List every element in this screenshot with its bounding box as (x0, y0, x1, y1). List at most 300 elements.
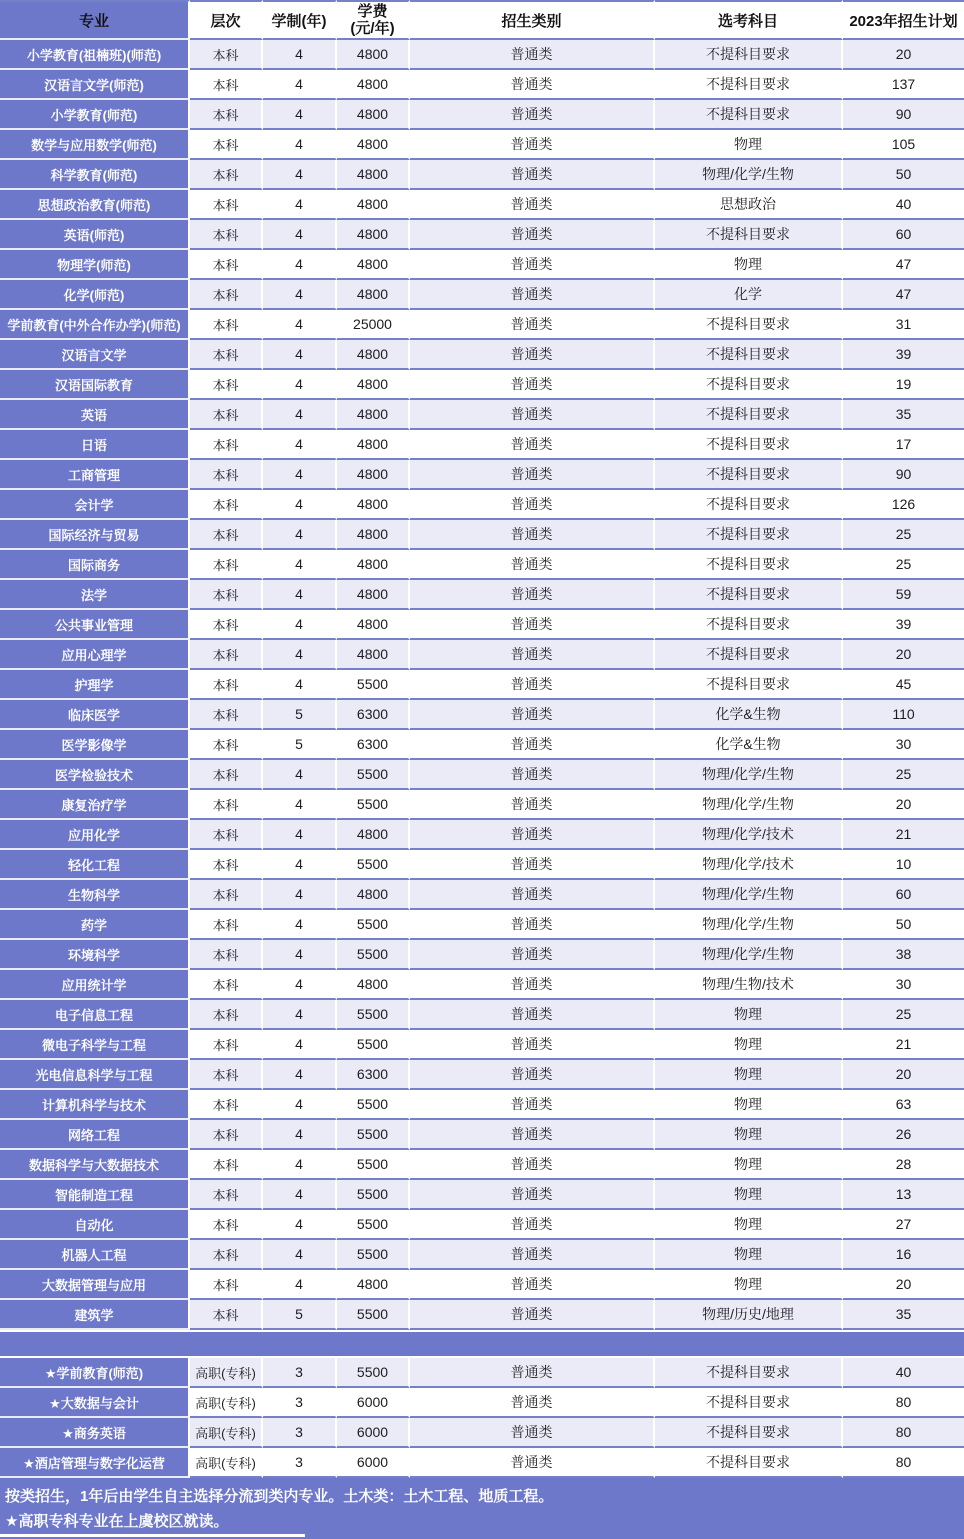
undergraduate-rows (0, 40, 964, 1330)
cell-plan: 30 (843, 970, 964, 1000)
table-row (0, 1418, 964, 1448)
cell-major: 医学影像学 (0, 730, 190, 760)
cell-level: 本科 (190, 220, 263, 250)
cell-years: 4 (263, 1150, 337, 1180)
cell-subjects: 物理/化学/生物 (655, 880, 843, 910)
cell-category: 普通类 (410, 70, 655, 100)
cell-major: 国际经济与贸易 (0, 520, 190, 550)
cell-subjects: 物理/生物/技术 (655, 970, 843, 1000)
cell-tuition: 6300 (337, 730, 410, 760)
cell-years: 4 (263, 880, 337, 910)
cell-major: ★商务英语 (0, 1418, 190, 1448)
cell-plan: 110 (843, 700, 964, 730)
cell-subjects: 不提科目要求 (655, 460, 843, 490)
cell-tuition: 4800 (337, 70, 410, 100)
cell-years: 4 (263, 190, 337, 220)
cell-major: 化学(师范) (0, 280, 190, 310)
table-row (0, 1000, 964, 1030)
cell-category: 普通类 (410, 490, 655, 520)
cell-major: 汉语言文学(师范) (0, 70, 190, 100)
cell-category: 普通类 (410, 910, 655, 940)
cell-tuition: 4800 (337, 610, 410, 640)
cell-plan: 39 (843, 610, 964, 640)
cell-subjects: 物理 (655, 1060, 843, 1090)
cell-category: 普通类 (410, 1090, 655, 1120)
cell-level: 本科 (190, 730, 263, 760)
table-row (0, 460, 964, 490)
cell-plan: 17 (843, 430, 964, 460)
cell-subjects: 不提科目要求 (655, 1448, 843, 1478)
cell-plan: 50 (843, 160, 964, 190)
cell-plan: 80 (843, 1418, 964, 1448)
cell-level: 本科 (190, 640, 263, 670)
cell-years: 4 (263, 790, 337, 820)
table-row (0, 1090, 964, 1120)
cell-category: 普通类 (410, 610, 655, 640)
cell-tuition: 5500 (337, 1210, 410, 1240)
cell-plan: 137 (843, 70, 964, 100)
cell-level: 本科 (190, 40, 263, 70)
cell-plan: 60 (843, 880, 964, 910)
table-row (0, 760, 964, 790)
cell-plan: 20 (843, 1270, 964, 1300)
cell-tuition: 5500 (337, 760, 410, 790)
cell-plan: 60 (843, 220, 964, 250)
cell-category: 普通类 (410, 1060, 655, 1090)
cell-major: 学前教育(中外合作办学)(师范) (0, 310, 190, 340)
cell-years: 4 (263, 520, 337, 550)
cell-level: 高职(专科) (190, 1448, 263, 1478)
cell-plan: 105 (843, 130, 964, 160)
cell-major: 小学教育(祖楠班)(师范) (0, 40, 190, 70)
cell-tuition: 5500 (337, 1150, 410, 1180)
cell-level: 高职(专科) (190, 1418, 263, 1448)
cell-subjects: 不提科目要求 (655, 1388, 843, 1418)
cell-category: 普通类 (410, 100, 655, 130)
cell-plan: 50 (843, 910, 964, 940)
cell-subjects: 思想政治 (655, 190, 843, 220)
cell-tuition: 4800 (337, 430, 410, 460)
table-row (0, 100, 964, 130)
cell-years: 3 (263, 1418, 337, 1448)
cell-level: 本科 (190, 580, 263, 610)
cell-subjects: 物理/化学/生物 (655, 790, 843, 820)
cell-tuition: 4800 (337, 490, 410, 520)
cell-level: 本科 (190, 970, 263, 1000)
cell-years: 4 (263, 400, 337, 430)
cell-major: 药学 (0, 910, 190, 940)
table-row (0, 700, 964, 730)
cell-level: 本科 (190, 310, 263, 340)
cell-plan: 20 (843, 1060, 964, 1090)
cell-tuition: 4800 (337, 280, 410, 310)
cell-category: 普通类 (410, 1150, 655, 1180)
cell-level: 本科 (190, 670, 263, 700)
cell-category: 普通类 (410, 310, 655, 340)
cell-major: 日语 (0, 430, 190, 460)
cell-category: 普通类 (410, 550, 655, 580)
table-row (0, 820, 964, 850)
cell-category: 普通类 (410, 190, 655, 220)
table-row (0, 550, 964, 580)
table-row (0, 1150, 964, 1180)
cell-plan: 19 (843, 370, 964, 400)
cell-level: 本科 (190, 160, 263, 190)
cell-tuition: 5500 (337, 940, 410, 970)
cell-level: 本科 (190, 760, 263, 790)
cell-plan: 27 (843, 1210, 964, 1240)
cell-years: 4 (263, 310, 337, 340)
cell-subjects: 化学&生物 (655, 700, 843, 730)
cell-subjects: 物理 (655, 1240, 843, 1270)
cell-subjects: 物理/化学/生物 (655, 760, 843, 790)
cell-category: 普通类 (410, 1000, 655, 1030)
cell-plan: 63 (843, 1090, 964, 1120)
cell-tuition: 6000 (337, 1388, 410, 1418)
cell-level: 本科 (190, 340, 263, 370)
cell-major: 医学检验技术 (0, 760, 190, 790)
cell-major: ★学前教育(师范) (0, 1358, 190, 1388)
cell-subjects: 不提科目要求 (655, 550, 843, 580)
cell-plan: 10 (843, 850, 964, 880)
header-cell-plan: 2023年招生计划 (843, 0, 964, 40)
cell-category: 普通类 (410, 520, 655, 550)
cell-tuition: 4800 (337, 400, 410, 430)
cell-major: 轻化工程 (0, 850, 190, 880)
cell-major: 计算机科学与技术 (0, 1090, 190, 1120)
cell-years: 4 (263, 280, 337, 310)
cell-tuition: 6300 (337, 1060, 410, 1090)
cell-plan: 16 (843, 1240, 964, 1270)
cell-subjects: 物理 (655, 1270, 843, 1300)
cell-tuition: 6000 (337, 1418, 410, 1448)
cell-major: 应用心理学 (0, 640, 190, 670)
cell-category: 普通类 (410, 1180, 655, 1210)
cell-major: 应用化学 (0, 820, 190, 850)
cell-level: 本科 (190, 490, 263, 520)
cell-tuition: 4800 (337, 160, 410, 190)
cell-plan: 25 (843, 550, 964, 580)
cell-category: 普通类 (410, 670, 655, 700)
cell-years: 4 (263, 760, 337, 790)
table-row (0, 640, 964, 670)
cell-tuition: 5500 (337, 1090, 410, 1120)
table-row (0, 220, 964, 250)
table-header-row (0, 0, 964, 40)
cell-category: 普通类 (410, 1120, 655, 1150)
cell-level: 本科 (190, 520, 263, 550)
cell-major: 小学教育(师范) (0, 100, 190, 130)
cell-tuition: 4800 (337, 580, 410, 610)
cell-years: 4 (263, 40, 337, 70)
table-row (0, 670, 964, 700)
cell-level: 本科 (190, 820, 263, 850)
cell-plan: 20 (843, 40, 964, 70)
cell-level: 本科 (190, 1000, 263, 1030)
cell-plan: 28 (843, 1150, 964, 1180)
cell-major: 光电信息科学与工程 (0, 1060, 190, 1090)
cell-subjects: 物理 (655, 250, 843, 280)
cell-tuition: 4800 (337, 550, 410, 580)
cell-subjects: 物理/化学/生物 (655, 910, 843, 940)
cell-tuition: 4800 (337, 970, 410, 1000)
cell-level: 高职(专科) (190, 1388, 263, 1418)
cell-category: 普通类 (410, 340, 655, 370)
cell-level: 本科 (190, 70, 263, 100)
vocational-rows (0, 1358, 964, 1478)
table-row (0, 160, 964, 190)
cell-tuition: 4800 (337, 40, 410, 70)
cell-category: 普通类 (410, 1388, 655, 1418)
cell-tuition: 4800 (337, 340, 410, 370)
cell-years: 4 (263, 250, 337, 280)
cell-tuition: 5500 (337, 1120, 410, 1150)
cell-years: 4 (263, 430, 337, 460)
header-cell-category: 招生类别 (410, 0, 655, 40)
cell-years: 3 (263, 1388, 337, 1418)
cell-plan: 21 (843, 820, 964, 850)
cell-years: 5 (263, 730, 337, 760)
cell-years: 4 (263, 610, 337, 640)
cell-tuition: 6300 (337, 700, 410, 730)
cell-plan: 126 (843, 490, 964, 520)
cell-plan: 25 (843, 520, 964, 550)
cell-level: 本科 (190, 370, 263, 400)
bottom-cutoff-strip (0, 1534, 305, 1537)
cell-years: 4 (263, 850, 337, 880)
cell-category: 普通类 (410, 730, 655, 760)
table-row (0, 40, 964, 70)
cell-level: 本科 (190, 400, 263, 430)
cell-level: 本科 (190, 430, 263, 460)
cell-category: 普通类 (410, 1210, 655, 1240)
cell-years: 4 (263, 70, 337, 100)
cell-plan: 90 (843, 460, 964, 490)
cell-years: 4 (263, 820, 337, 850)
cell-major: 应用统计学 (0, 970, 190, 1000)
cell-category: 普通类 (410, 580, 655, 610)
table-row (0, 1300, 964, 1330)
cell-major: 英语 (0, 400, 190, 430)
cell-category: 普通类 (410, 940, 655, 970)
cell-major: 建筑学 (0, 1300, 190, 1330)
cell-category: 普通类 (410, 640, 655, 670)
cell-major: 法学 (0, 580, 190, 610)
cell-category: 普通类 (410, 460, 655, 490)
table-footnote (0, 1478, 964, 1539)
cell-years: 4 (263, 640, 337, 670)
table-row (0, 190, 964, 220)
cell-category: 普通类 (410, 1300, 655, 1330)
cell-subjects: 不提科目要求 (655, 40, 843, 70)
cell-plan: 59 (843, 580, 964, 610)
table-row (0, 790, 964, 820)
cell-level: 本科 (190, 1270, 263, 1300)
cell-major: 生物科学 (0, 880, 190, 910)
cell-major: 会计学 (0, 490, 190, 520)
cell-major: 环境科学 (0, 940, 190, 970)
cell-plan: 25 (843, 760, 964, 790)
table-row (0, 940, 964, 970)
cell-category: 普通类 (410, 400, 655, 430)
cell-tuition: 4800 (337, 820, 410, 850)
table-row (0, 910, 964, 940)
cell-category: 普通类 (410, 370, 655, 400)
cell-category: 普通类 (410, 1448, 655, 1478)
cell-subjects: 物理 (655, 1210, 843, 1240)
table-row (0, 250, 964, 280)
cell-plan: 47 (843, 250, 964, 280)
cell-subjects: 物理 (655, 1120, 843, 1150)
cell-plan: 25 (843, 1000, 964, 1030)
cell-years: 4 (263, 550, 337, 580)
cell-level: 本科 (190, 280, 263, 310)
cell-years: 4 (263, 1030, 337, 1060)
cell-subjects: 物理 (655, 1180, 843, 1210)
table-row (0, 1120, 964, 1150)
cell-subjects: 不提科目要求 (655, 370, 843, 400)
cell-plan: 40 (843, 190, 964, 220)
cell-tuition: 5500 (337, 1358, 410, 1388)
table-row (0, 970, 964, 1000)
cell-level: 本科 (190, 130, 263, 160)
cell-major: 电子信息工程 (0, 1000, 190, 1030)
cell-major: 英语(师范) (0, 220, 190, 250)
cell-level: 本科 (190, 460, 263, 490)
table-row (0, 1448, 964, 1478)
cell-plan: 20 (843, 790, 964, 820)
cell-category: 普通类 (410, 970, 655, 1000)
cell-years: 4 (263, 490, 337, 520)
cell-years: 4 (263, 370, 337, 400)
cell-tuition: 5500 (337, 1030, 410, 1060)
cell-subjects: 物理/化学/生物 (655, 160, 843, 190)
cell-level: 本科 (190, 190, 263, 220)
cell-years: 3 (263, 1358, 337, 1388)
table-row (0, 400, 964, 430)
cell-tuition: 25000 (337, 310, 410, 340)
cell-major: 汉语国际教育 (0, 370, 190, 400)
cell-major: 护理学 (0, 670, 190, 700)
cell-major: 智能制造工程 (0, 1180, 190, 1210)
cell-level: 本科 (190, 790, 263, 820)
cell-years: 4 (263, 460, 337, 490)
cell-major: 数据科学与大数据技术 (0, 1150, 190, 1180)
cell-plan: 80 (843, 1448, 964, 1478)
cell-major: 大数据管理与应用 (0, 1270, 190, 1300)
cell-years: 4 (263, 130, 337, 160)
table-row (0, 1388, 964, 1418)
footnote-line-2: ★高职专科专业在上虞校区就读。 (5, 1513, 229, 1530)
cell-subjects: 物理 (655, 1090, 843, 1120)
cell-category: 普通类 (410, 760, 655, 790)
cell-tuition: 5500 (337, 1000, 410, 1030)
cell-subjects: 不提科目要求 (655, 640, 843, 670)
cell-tuition: 4800 (337, 640, 410, 670)
cell-subjects: 不提科目要求 (655, 670, 843, 700)
cell-years: 4 (263, 220, 337, 250)
cell-years: 4 (263, 1120, 337, 1150)
cell-tuition: 5500 (337, 850, 410, 880)
cell-tuition: 4800 (337, 190, 410, 220)
cell-category: 普通类 (410, 1270, 655, 1300)
table-row (0, 730, 964, 760)
cell-category: 普通类 (410, 700, 655, 730)
cell-tuition: 6000 (337, 1448, 410, 1478)
cell-category: 普通类 (410, 280, 655, 310)
table-row (0, 520, 964, 550)
cell-tuition: 4800 (337, 130, 410, 160)
cell-category: 普通类 (410, 250, 655, 280)
header-cell-years: 学制(年) (263, 0, 337, 40)
cell-level: 本科 (190, 910, 263, 940)
cell-subjects: 物理 (655, 130, 843, 160)
cell-major: 康复治疗学 (0, 790, 190, 820)
cell-level: 本科 (190, 1180, 263, 1210)
cell-major: 网络工程 (0, 1120, 190, 1150)
cell-plan: 39 (843, 340, 964, 370)
cell-tuition: 4800 (337, 460, 410, 490)
table-row (0, 1060, 964, 1090)
cell-category: 普通类 (410, 220, 655, 250)
cell-level: 本科 (190, 850, 263, 880)
cell-tuition: 4800 (337, 370, 410, 400)
table-row (0, 430, 964, 460)
cell-plan: 90 (843, 100, 964, 130)
cell-subjects: 不提科目要求 (655, 70, 843, 100)
cell-tuition: 4800 (337, 1270, 410, 1300)
cell-plan: 45 (843, 670, 964, 700)
table-row (0, 880, 964, 910)
table-row (0, 1030, 964, 1060)
cell-major: 国际商务 (0, 550, 190, 580)
cell-subjects: 化学&生物 (655, 730, 843, 760)
cell-subjects: 物理/历史/地理 (655, 1300, 843, 1330)
table-row (0, 1240, 964, 1270)
cell-tuition: 4800 (337, 880, 410, 910)
table-row (0, 1180, 964, 1210)
cell-subjects: 不提科目要求 (655, 610, 843, 640)
table-row (0, 580, 964, 610)
cell-plan: 40 (843, 1358, 964, 1388)
cell-major: 数学与应用数学(师范) (0, 130, 190, 160)
cell-major: 自动化 (0, 1210, 190, 1240)
cell-subjects: 物理/化学/技术 (655, 820, 843, 850)
cell-plan: 80 (843, 1388, 964, 1418)
cell-level: 本科 (190, 610, 263, 640)
cell-years: 4 (263, 970, 337, 1000)
cell-level: 本科 (190, 100, 263, 130)
cell-major: ★酒店管理与数字化运营 (0, 1448, 190, 1478)
cell-level: 高职(专科) (190, 1358, 263, 1388)
table-row (0, 310, 964, 340)
cell-subjects: 不提科目要求 (655, 430, 843, 460)
header-cell-major: 专业 (0, 0, 190, 40)
cell-category: 普通类 (410, 160, 655, 190)
cell-tuition: 5500 (337, 670, 410, 700)
cell-major: 思想政治教育(师范) (0, 190, 190, 220)
cell-tuition: 5500 (337, 1300, 410, 1330)
cell-subjects: 物理/化学/生物 (655, 940, 843, 970)
cell-level: 本科 (190, 880, 263, 910)
cell-years: 4 (263, 1090, 337, 1120)
cell-level: 本科 (190, 550, 263, 580)
table-row (0, 1270, 964, 1300)
cell-years: 3 (263, 1448, 337, 1478)
cell-plan: 20 (843, 640, 964, 670)
cell-major: 物理学(师范) (0, 250, 190, 280)
table-row (0, 340, 964, 370)
